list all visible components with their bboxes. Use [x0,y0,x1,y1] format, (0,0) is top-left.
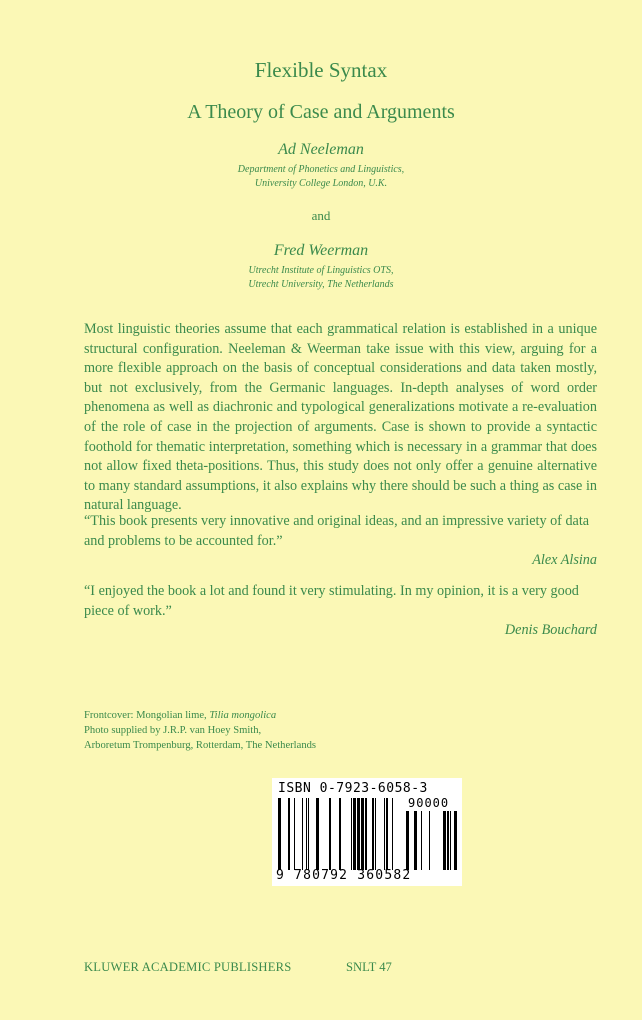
quote-author: Denis Bouchard [504,622,597,639]
author-name-1: Ad Neeleman [278,141,364,158]
affiliation-line: Utrecht Institute of Linguistics OTS, [248,265,394,276]
author-name-2: Fred Weerman [273,242,369,259]
review-quote-2 [84,582,597,641]
author-affiliation-2 [0,264,642,292]
book-title: Flexible Syntax [254,58,388,82]
barcode-bars [278,798,402,870]
affiliation-line: Utrecht University, The Netherlands [248,279,394,290]
author-affiliation-1 [0,163,642,191]
credit-species: Tilia mongolica [209,710,277,721]
price-code: 90000 [408,796,450,810]
isbn-barcode [272,778,462,886]
series-number: SNLT 47 [346,960,392,974]
affiliation-line: Department of Phonetics and Linguistics, [237,164,405,175]
ean-digits: 9 780792 360582 [276,868,412,883]
cover-photo-credit [84,708,316,753]
credit-line: Arboretum Trompenburg, Rotterdam, The Netherlands [84,740,317,751]
book-description: Most linguistic theories assume that each grammatical relation is established in a unique structural configuration. Neeleman & Weerman take issue with this view, arguing for a more flexible approach on the basis of conceptual considerations and data taken mostly, but not exclusively, from the Germanic languages. In-depth analyses of word order phenomena as well as diachronic and typological generalizations motivate a re-evaluation of the role of case in the projection of arguments. Case is shown to provide a syntactic foothold for thematic interpretation, something which is necessary in a grammar that does not allow fixed theta-positions. Thus, this study does not only offer a genuine alternative to many standard assumptions, it also explains why there should be such a thing as case in natural language. [84,321,597,514]
quote-text: “This book presents very innovative and original ideas, and an impressive variety of data and problems to be accounted for.” [84,513,590,549]
credit-line: Photo supplied by J.R.P. van Hoey Smith, [84,725,262,736]
isbn-number: ISBN 0-7923-6058-3 [278,781,428,796]
review-quote-1 [84,512,597,571]
quote-author: Alex Alsina [532,552,597,569]
author-conjunction: and [311,208,331,223]
quote-text: “I enjoyed the book a lot and found it very stimulating. In my opinion, it is a very good piece of work.” [84,583,579,619]
credit-label: Frontcover: Mongolian lime, [84,710,210,721]
barcode-addon-bars [406,811,458,870]
publisher-name: KLUWER ACADEMIC PUBLISHERS [84,960,292,974]
affiliation-line: University College London, U.K. [254,178,388,189]
book-subtitle: A Theory of Case and Arguments [187,101,455,123]
